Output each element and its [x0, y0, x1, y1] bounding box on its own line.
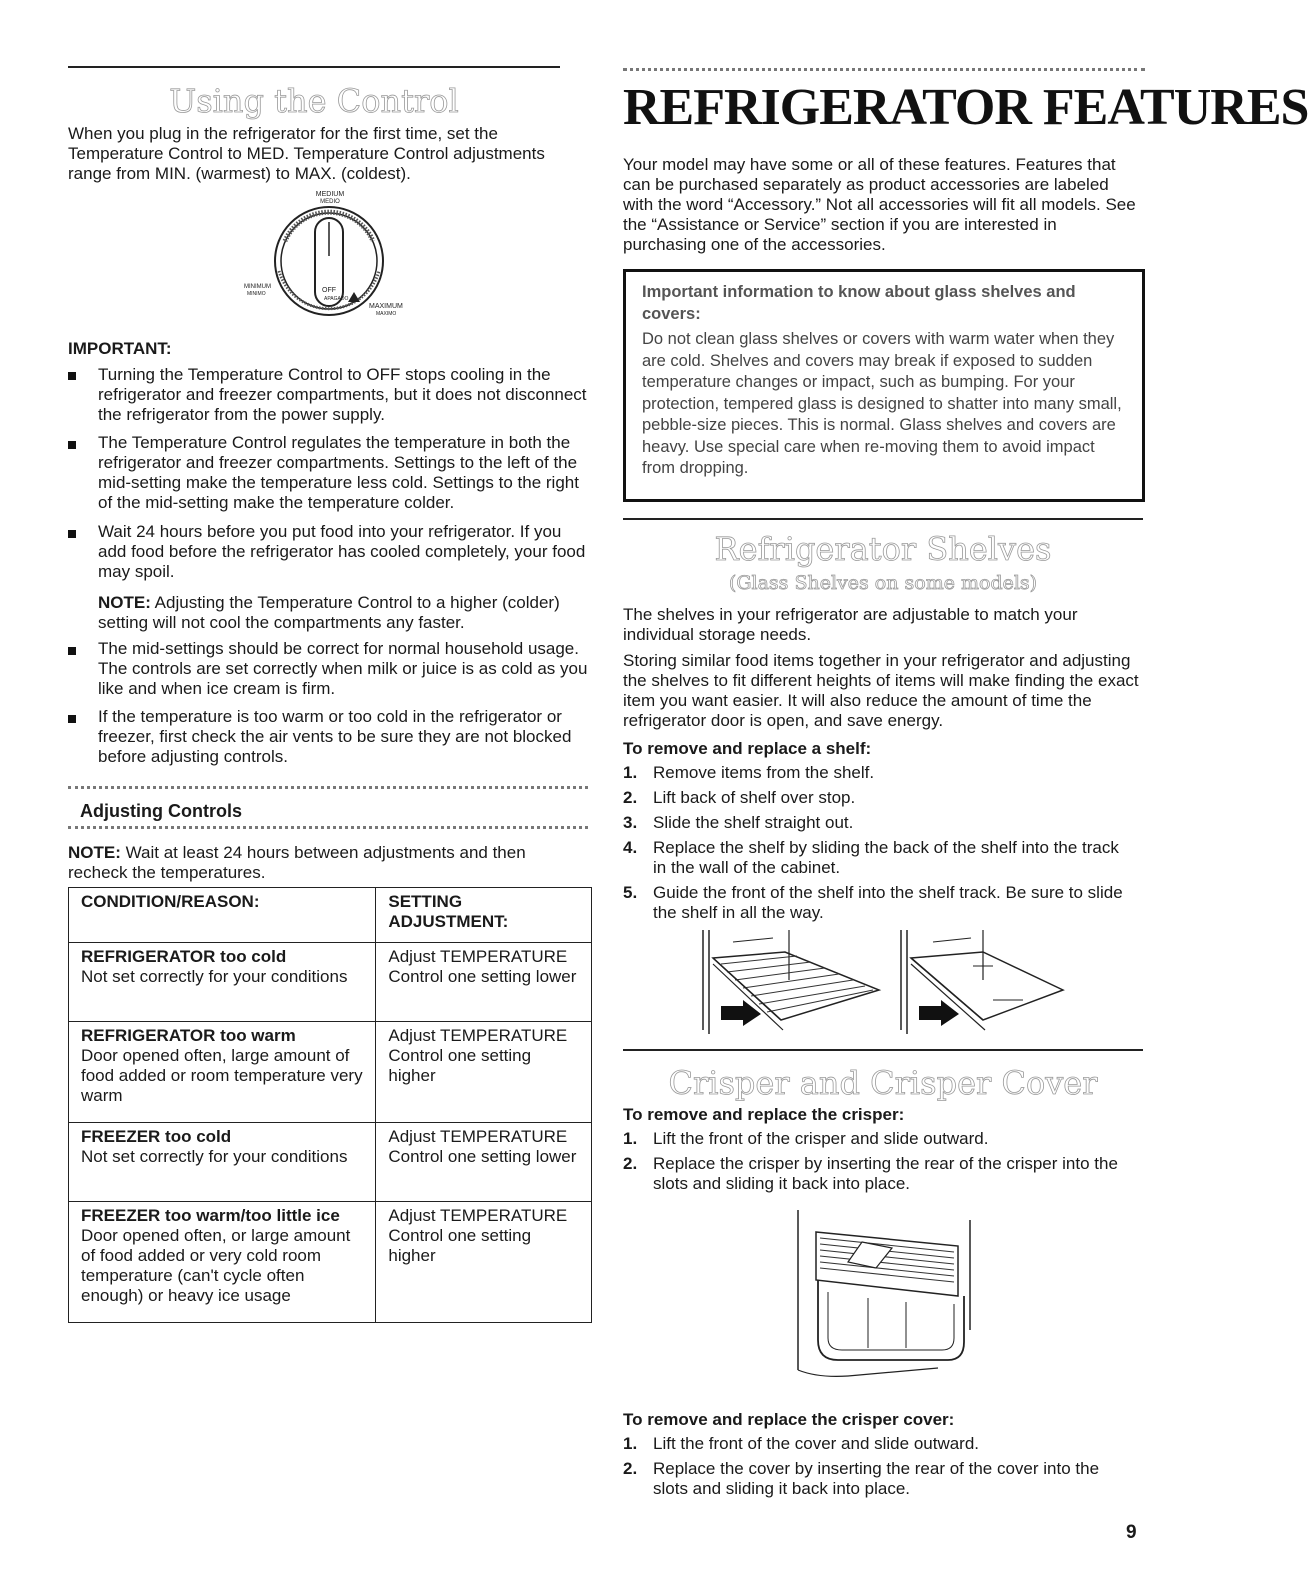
step-item [623, 883, 1123, 923]
bullet-icon [68, 441, 76, 449]
page-number: 9 [1126, 1522, 1137, 1543]
row-title: REFRIGERATOR too warm [81, 1026, 296, 1045]
shelf-removal-illustration [693, 930, 1073, 1034]
step-text: Replace the cover by inserting the rear of the cover into the slots and sliding it back into place. [653, 1459, 1100, 1498]
table-cell-condition [69, 1123, 376, 1202]
dial-label-maximo: MAXIMO [376, 311, 397, 317]
step-text: Lift back of shelf over stop. [653, 788, 856, 807]
shelves-paragraph-1: The shelves in your refrigerator are adjustable to match your individual storage needs. [623, 605, 1078, 644]
intro-text: When you plug in the refrigerator for the first time, set the Temperature Control to MED. Temperature Control adjustments range from MIN. (warmest) to MAX. (coldest). [68, 124, 545, 183]
row-title: REFRIGERATOR too cold [81, 947, 287, 966]
step-item [623, 838, 1123, 878]
row-reason: Door opened often, or large amount of food added or very cold room temperature (can't cycle often enough) or heavy ice usage [81, 1226, 351, 1305]
header-condition: CONDITION/REASON: [69, 888, 376, 943]
shelves-subtitle: (Glass Shelves on some models) [728, 572, 1038, 594]
bullet-icon [68, 530, 76, 538]
row-reason: Not set correctly for your conditions [81, 967, 348, 986]
section-rule [623, 518, 1143, 520]
table-cell-condition [69, 1202, 376, 1323]
note-body: Adjusting the Temperature Control to a higher (colder) setting will not cool the compartments any faster. [98, 593, 560, 632]
row-setting: Adjust TEMPERATURE Control one setting higher [376, 1202, 592, 1323]
dial-label-minimo: MINIMO [247, 291, 266, 297]
row-setting: Adjust TEMPERATURE Control one setting higher [376, 1022, 592, 1123]
cover-steps-heading: To remove and replace the crisper cover: [623, 1410, 955, 1429]
row-title: FREEZER too cold [81, 1127, 232, 1146]
crisper-title: Crisper and Crisper Cover [668, 1064, 1098, 1102]
bullet-text: The mid-settings should be correct for normal household usage. The controls are set correctly when milk or juice is as cold as you like and when ice cream is firm. [98, 639, 588, 698]
table-cell-condition [69, 943, 376, 1022]
step-number: 5. [623, 883, 638, 902]
features-intro: Your model may have some or all of these features. Features that can be purchased separately as product accessories are labeled with the word “Accessory.” Not all accessories will fit all models. See the “Assistance or Service” section if you are interested in purchasing one of the accessories. [623, 155, 1136, 254]
row-reason: Door opened often, large amount of food added or room temperature very warm [81, 1046, 363, 1105]
step-item [623, 1434, 1133, 1454]
important-label: IMPORTANT: [68, 339, 172, 358]
step-item [623, 1129, 1118, 1149]
bullet-icon [68, 715, 76, 723]
cover-steps [623, 1434, 1133, 1504]
shelves-title: Refrigerator Shelves [714, 530, 1052, 568]
temperature-dial-illustration [240, 186, 410, 331]
crisper-illustration [788, 1210, 978, 1380]
section-rule [623, 1049, 1143, 1051]
step-item [623, 813, 1123, 833]
warning-text: Do not clean glass shelves or covers with warm water when they are cold. Shelves and covers may break if exposed to sudden temperature changes or impact, such as bumping. For your protection, tempered glass is designed to shatter into many small, pebble-size pieces. This is normal. Glass shelves and covers are heavy. Use special care when re-moving them to avoid impact from dropping. [642, 330, 1122, 477]
note-label: NOTE: [68, 843, 121, 862]
step-text: Replace the shelf by sliding the back of the shelf into the track in the wall of the cabinet. [653, 838, 1119, 877]
top-rule [68, 66, 560, 68]
note-adjust [68, 843, 568, 883]
bullet-text: Turning the Temperature Control to OFF stops cooling in the refrigerator and freezer compartments, but it does not disconnect the refrigerator from the power supply. [98, 365, 587, 424]
shelf-steps-heading: To remove and replace a shelf: [623, 739, 872, 758]
bullet-icon [68, 372, 76, 380]
step-number: 1. [623, 1434, 638, 1453]
page-title: REFRIGERATOR FEATURES [623, 79, 1308, 136]
step-item [623, 1154, 1118, 1194]
step-item [623, 763, 1123, 783]
table-row [69, 943, 592, 1022]
arrow-icon [919, 1000, 959, 1026]
dial-label-apagado: APAGADO [324, 296, 349, 302]
table-row [69, 1123, 592, 1202]
step-number: 4. [623, 838, 638, 857]
step-item [623, 1459, 1133, 1499]
section-title-using-control: Using the Control [169, 82, 459, 120]
step-number: 3. [623, 813, 638, 832]
dial-label-maximum: MAXIMUM [369, 303, 403, 310]
dotted-rule [68, 786, 588, 789]
note-label: NOTE: [98, 593, 151, 612]
bullet-text: Wait 24 hours before you put food into your refrigerator. If you add food before the refrigerator has cooled completely, your food may spoil. [98, 522, 586, 581]
step-text: Remove items from the shelf. [653, 763, 875, 782]
step-text: Guide the front of the shelf into the shelf track. Be sure to slide the shelf in all the way. [653, 883, 1123, 922]
crisper-handle-icon [848, 1242, 892, 1268]
table-header-row [69, 888, 592, 943]
dial-label-medium: MEDIUM [315, 191, 345, 198]
bullet-text: The Temperature Control regulates the temperature in both the refrigerator and freezer compartments. Settings to the left of the mid-setting make the temperature less cold. Settings to the right of the mid-setting make the temperature colder. [98, 433, 579, 512]
row-setting: Adjust TEMPERATURE Control one setting lower [376, 943, 592, 1022]
step-number: 2. [623, 788, 638, 807]
adjustment-table [68, 887, 592, 1323]
step-number: 1. [623, 763, 638, 782]
table-cell-condition [69, 1022, 376, 1123]
warning-title: Important information to know about glass shelves and covers: [642, 283, 1076, 323]
dotted-rule [68, 826, 588, 829]
table-row [69, 1202, 592, 1323]
crisper-steps [623, 1129, 1118, 1199]
dial-pointer-icon [348, 292, 360, 302]
table-row [69, 1022, 592, 1123]
step-item [623, 788, 1123, 808]
row-title: FREEZER too warm/too little ice [81, 1206, 340, 1225]
row-setting: Adjust TEMPERATURE Control one setting lower [376, 1123, 592, 1202]
adjusting-controls-heading: Adjusting Controls [80, 801, 242, 821]
step-number: 2. [623, 1154, 638, 1173]
dotted-rule [623, 68, 1145, 71]
step-text: Lift the front of the cover and slide outward. [653, 1434, 980, 1453]
step-number: 1. [623, 1129, 638, 1148]
bullet-text: If the temperature is too warm or too cold in the refrigerator or freezer, first check the air vents to be sure they are not blocked before adjusting controls. [98, 707, 572, 766]
dial-label-off: OFF [322, 287, 336, 294]
note-text [98, 593, 590, 633]
note-body: Wait at least 24 hours between adjustments and then recheck the temperatures. [68, 843, 526, 882]
bullet-icon [68, 647, 76, 655]
crisper-steps-heading: To remove and replace the crisper: [623, 1105, 905, 1124]
dial-label-medio: MEDIO [320, 199, 340, 205]
shelf-steps [623, 763, 1123, 928]
glass-warning-box [623, 269, 1145, 502]
header-setting: SETTING ADJUSTMENT: [376, 888, 592, 943]
dial-label-minimum: MINIMUM [244, 284, 271, 290]
step-text: Lift the front of the crisper and slide outward. [653, 1129, 989, 1148]
step-text: Slide the shelf straight out. [653, 813, 854, 832]
step-number: 2. [623, 1459, 638, 1478]
step-text: Replace the crisper by inserting the rear of the crisper into the slots and sliding it back into place. [653, 1154, 1118, 1193]
row-reason: Not set correctly for your conditions [81, 1147, 348, 1166]
shelves-paragraph-2: Storing similar food items together in your refrigerator and adjusting the shelves to fit different heights of items will make finding the exact item you want easier. It will also reduce the amount of time the refrigerator door is open, and save energy. [623, 651, 1139, 730]
